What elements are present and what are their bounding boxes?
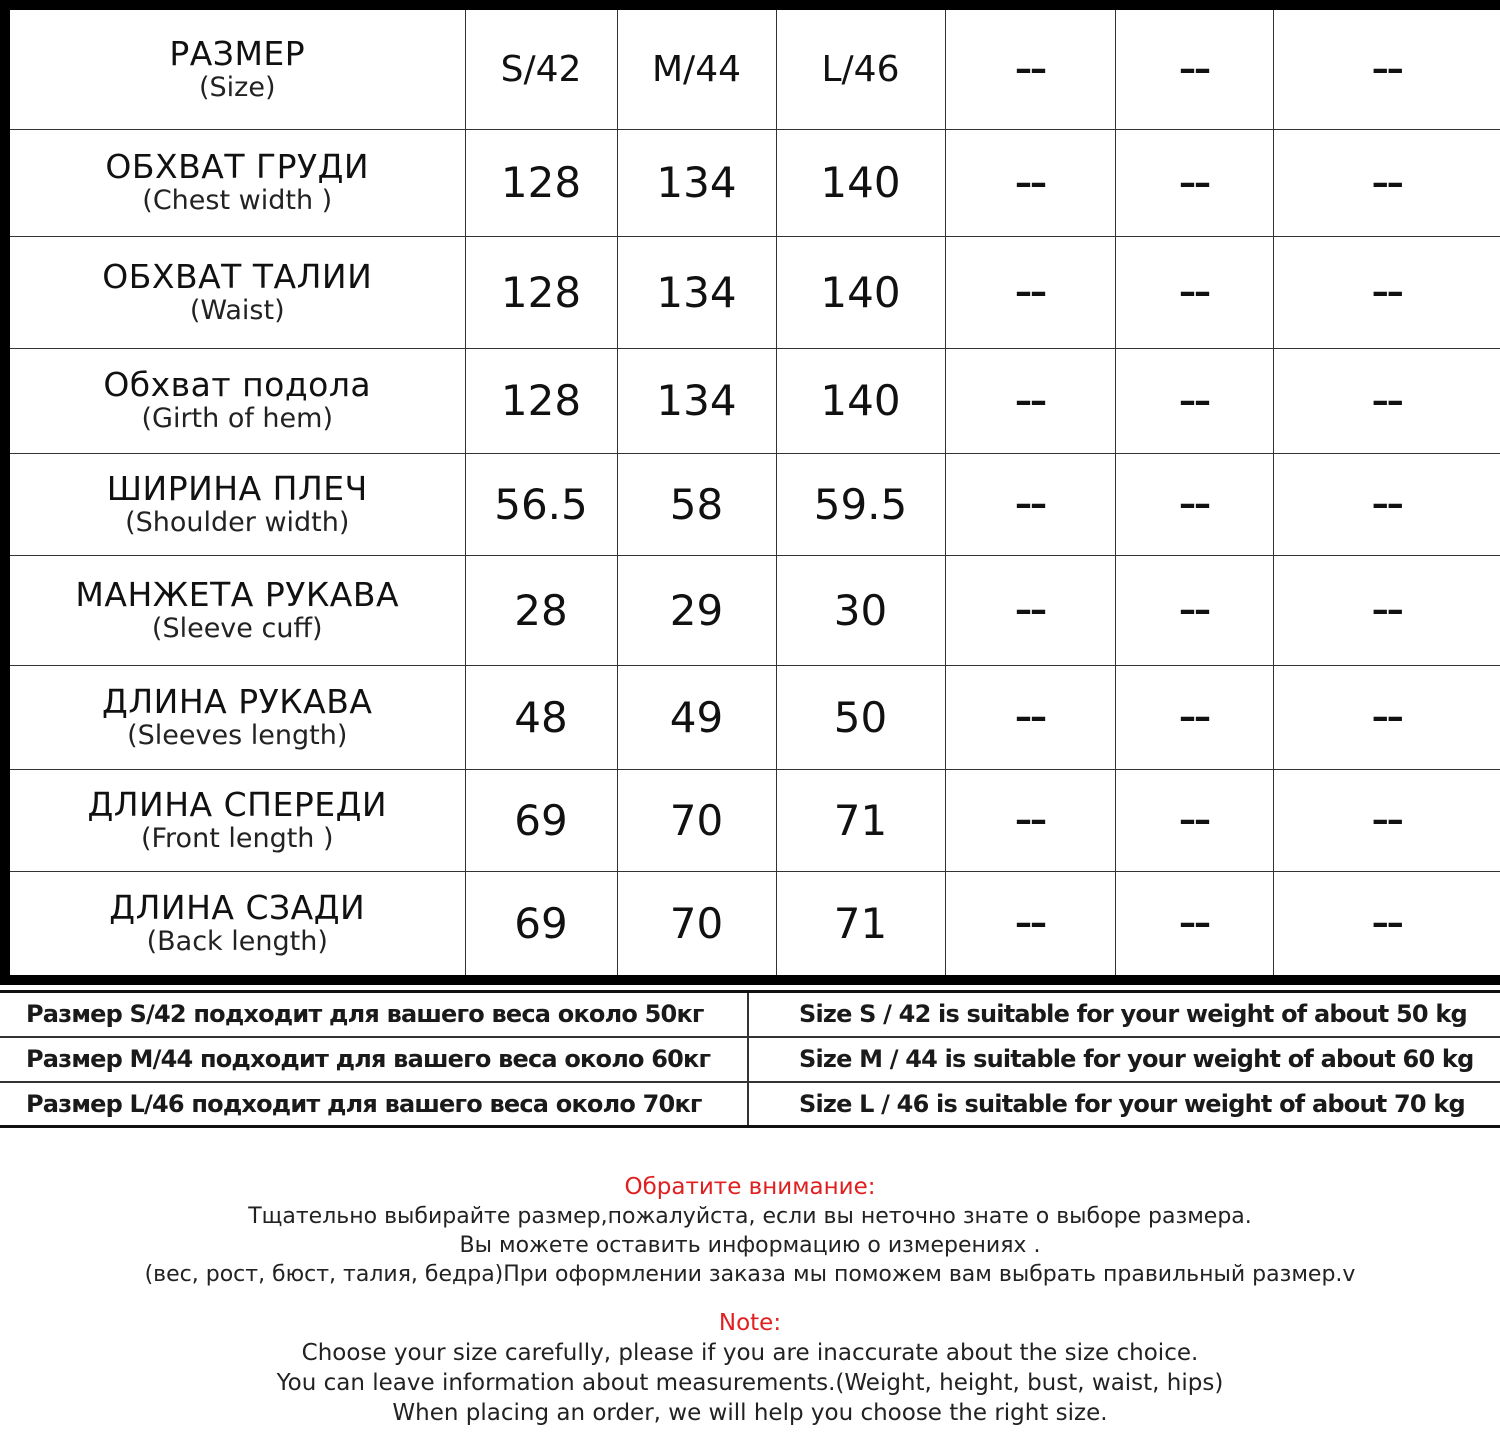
measurement-value: 30 (776, 555, 945, 665)
empty-value: –– (945, 555, 1115, 665)
row-label-cell (10, 129, 465, 236)
measurement-value: 49 (617, 665, 776, 769)
note-en-line: When placing an order, we will help you choose the right size. (392, 1400, 1108, 1426)
measurement-value: 48 (465, 665, 617, 769)
empty-value: –– (1273, 555, 1500, 665)
weight-guide-row (0, 1082, 1500, 1127)
measurement-value: 29 (617, 555, 776, 665)
measurement-value: 128 (465, 129, 617, 236)
empty-value: –– (1115, 236, 1273, 348)
empty-value: –– (945, 348, 1115, 453)
empty-value: –– (945, 129, 1115, 236)
weight-guide-row (0, 992, 1500, 1037)
size-column-header: S/42 (465, 10, 617, 129)
size-header-row (10, 10, 1500, 129)
empty-value: –– (1115, 129, 1273, 236)
row-label-en: (Shoulder width) (125, 506, 350, 538)
row-label-en: (Chest width ) (142, 185, 333, 216)
measurement-value: 71 (776, 769, 945, 871)
row-label-en: (Waist) (189, 294, 285, 326)
row-label-ru: ОБХВАТ ТАЛИИ (102, 256, 373, 296)
row-label-en: (Back length) (146, 925, 328, 957)
row-label-ru: ОБХВАТ ГРУДИ (105, 147, 370, 186)
empty-value: –– (1273, 769, 1500, 871)
measurement-value: 58 (617, 453, 776, 555)
row-label-ru: ДЛИНА СЗАДИ (109, 887, 366, 927)
weight-guide-row (0, 1037, 1500, 1082)
note-en-line: You can leave information about measurements.(Weight, height, bust, waist, hips) (276, 1370, 1224, 1396)
empty-value: –– (945, 453, 1115, 555)
row-label-ru: ШИРИНА ПЛЕЧ (106, 468, 368, 508)
measurement-value: 71 (776, 871, 945, 975)
measurement-value: 140 (776, 348, 945, 453)
hem-girth-row (10, 348, 1500, 453)
row-label-ru: ДЛИНА СПЕРЕДИ (87, 784, 388, 824)
size-column-header: –– (1115, 10, 1273, 129)
size-table (10, 10, 1500, 975)
empty-value: –– (945, 665, 1115, 769)
note-ru-heading: Обратите внимание: (624, 1174, 876, 1200)
weight-guide-table (0, 990, 1500, 1128)
empty-value: –– (1115, 871, 1273, 975)
note-ru-line: Вы можете оставить информацию о измерениях . (459, 1233, 1041, 1258)
measurement-value: 140 (776, 236, 945, 348)
note-en-block (0, 1308, 1500, 1428)
row-label-cell (10, 555, 465, 665)
empty-value: –– (945, 871, 1115, 975)
size-header-label-cell (10, 10, 465, 129)
size-label-en: (Size) (199, 71, 276, 103)
measurement-value: 28 (465, 555, 617, 665)
weight-guide-en: Size M / 44 is suitable for your weight of about 60 kg (748, 1037, 1500, 1082)
measurement-value: 140 (776, 129, 945, 236)
measurement-value: 134 (617, 129, 776, 236)
size-label-ru: РАЗМЕР (169, 33, 306, 73)
measurement-value: 134 (617, 236, 776, 348)
weight-guide-en: Size L / 46 is suitable for your weight of about 70 kg (799, 1089, 1465, 1118)
measurement-value: 70 (617, 871, 776, 975)
size-column-header: L/46 (776, 10, 945, 129)
note-ru-block (0, 1172, 1500, 1289)
note-ru-line: Тщательно выбирайте размер,пожалуйста, если вы неточно знате о выборе размера. (248, 1204, 1252, 1229)
empty-value: –– (945, 769, 1115, 871)
waist-row (10, 236, 1500, 348)
row-label-cell (10, 769, 465, 871)
sleeve-cuff-row (10, 555, 1500, 665)
back-length-row (10, 871, 1500, 975)
weight-guide-en: Size S / 42 is suitable for your weight of about 50 kg (748, 992, 1500, 1037)
chest-width-row (10, 129, 1500, 236)
measurement-value: 56.5 (465, 453, 617, 555)
empty-value: –– (1273, 348, 1500, 453)
row-label-en: (Sleeve cuff) (151, 612, 323, 644)
measurement-value: 59.5 (776, 453, 945, 555)
empty-value: –– (1273, 453, 1500, 555)
size-column-header: M/44 (617, 10, 776, 129)
empty-value: –– (1273, 665, 1500, 769)
note-en-heading: Note: (718, 1310, 782, 1336)
row-label-ru: МАНЖЕТА РУКАВА (75, 574, 400, 614)
row-label-en: (Sleeves length) (127, 719, 348, 751)
row-label-cell (10, 871, 465, 975)
row-label-cell (10, 453, 465, 555)
row-label-cell (10, 348, 465, 453)
weight-guide-ru: Размер L/46 подходит для вашего веса около 70кг (0, 1082, 748, 1127)
measurement-value: 69 (465, 871, 617, 975)
measurement-value: 70 (617, 769, 776, 871)
measurement-value: 128 (465, 236, 617, 348)
size-column-header: –– (945, 10, 1115, 129)
empty-value: –– (1115, 348, 1273, 453)
size-column-header: –– (1273, 10, 1500, 129)
front-length-row (10, 769, 1500, 871)
empty-value: –– (1115, 453, 1273, 555)
row-label-en: (Girth of hem) (141, 403, 333, 434)
empty-value: –– (1273, 129, 1500, 236)
note-en-line: Choose your size carefully, please if you are inaccurate about the size choice. (301, 1340, 1199, 1366)
note-ru-line: (вес, рост, бюст, талия, бедра)При оформлении заказа мы поможем вам выбрать правильный размер.v (144, 1262, 1356, 1287)
shoulder-width-row (10, 453, 1500, 555)
row-label-ru: Обхват подола (103, 365, 372, 404)
measurement-value: 69 (465, 769, 617, 871)
sleeve-length-row (10, 665, 1500, 769)
row-label-en: (Front length ) (140, 822, 334, 854)
measurement-value: 128 (465, 348, 617, 453)
row-label-ru: ДЛИНА РУКАВА (102, 681, 373, 721)
row-label-cell (10, 665, 465, 769)
measurement-value: 50 (776, 665, 945, 769)
empty-value: –– (1115, 555, 1273, 665)
empty-value: –– (1273, 236, 1500, 348)
empty-value: –– (945, 236, 1115, 348)
measurement-value: 134 (617, 348, 776, 453)
empty-value: –– (1115, 665, 1273, 769)
empty-value: –– (1115, 769, 1273, 871)
row-label-cell (10, 236, 465, 348)
empty-value: –– (1273, 871, 1500, 975)
weight-guide-ru: Размер S/42 подходит для вашего веса около 50кг (0, 992, 748, 1037)
weight-guide-ru: Размер M/44 подходит для вашего веса около 60кг (0, 1037, 748, 1082)
